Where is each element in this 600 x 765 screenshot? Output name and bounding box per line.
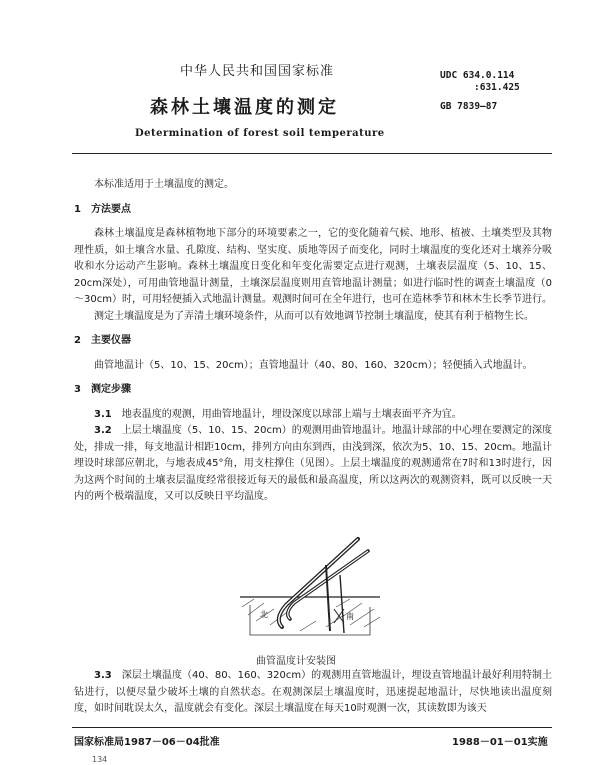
- support-post-2: [340, 575, 344, 633]
- main-body: [74, 177, 552, 506]
- document-title: 森林土壤温度的测定: [150, 97, 339, 118]
- support-post: [326, 565, 330, 631]
- udc-code: [440, 70, 520, 94]
- figure-label-north: 北: [260, 610, 268, 619]
- section-1-paragraph-2: 测定土壤温度是为了弄清土壤环境条件，从而可以有效地调节控制土壤温度，使其有利于植物生长。: [94, 310, 534, 322]
- intro-text: 本标准适用于土壤温度的测定。: [94, 179, 234, 190]
- standard-name: 中华人民共和国国家标准: [180, 64, 335, 79]
- section-1-paragraph-1: 森林土壤温度是森林植物地下部分的环境要素之一，它的变化随着气候、地形、植被、土壤类型及其物理性质，如土壤含水量、孔隙度、结构、坚实度、质地等因子而变化，同时土壤温度的变化还对土壤养分吸收和水分运动产生影响。森林土壤温度日变化和年变化需要定点进行观测，土壤表层温度（5、10、15、20cm深处），可用曲管地温计测量，土壤深层温度则用直管地温计测量；如进行临时性的调查土壤温度（0～30cm）时，可用轻便插入式地温计测量。观测时间可在全年进行，也可在造林季节和林木生长季节进行。: [74, 228, 552, 305]
- section-3-2-text: 上层土壤温度（5、10、15、20cm）的观测用曲管地温计。地温计球部的中心埋在要测定的深度处，排成一排，每支地温计相距10cm，排列方向由东到西，由浅到深，依次为5、10、15、20cm。地温计埋设时球部应朝北，与地表成45°角，用支柱撑住（见图）。上层土壤温度的观测通常在7时和13时进行，因为这两个时间的土壤表层温度经常很接近每天的最低和最高温度，所以这两次的观测资料，既可以反映一天内的两个极端温度，又可以反映日平均温度。: [74, 425, 553, 502]
- figure-caption: 曲管温度计安装图: [256, 656, 336, 667]
- thermometer-installation-figure: [230, 535, 390, 645]
- header-rule: [72, 153, 552, 154]
- gb-code: GB 7839—87: [440, 101, 498, 112]
- section-1-heading: 1 方法要点: [74, 203, 131, 215]
- section-3-2-number: 3.2: [94, 425, 112, 436]
- effective-date: 1988－01－01实施: [452, 737, 548, 748]
- footer-rule: [72, 727, 552, 728]
- approval-date: 国家标准局1987－06－04批准: [74, 737, 220, 748]
- figure-label-south: 南: [346, 612, 354, 621]
- section-3-1: [74, 407, 552, 424]
- section-3-1-number: 3.1: [94, 408, 112, 420]
- english-title: Determination of forest soil temperature: [135, 128, 385, 139]
- section-2-heading: 2 主要仪器: [74, 335, 131, 346]
- udc-line-1: UDC 634.0.114: [440, 70, 515, 81]
- section-3-3-block: [74, 668, 552, 718]
- section-2-paragraph: 曲管地温计（5、10、15、20cm）；直管地温计（40、80、160、320cm）；轻便插入式地温计。: [94, 359, 533, 371]
- section-3-3-number: 3.3: [94, 670, 112, 681]
- section-3-3-text: 深层土壤温度（40、80、160、320cm）的观测用直管地温计，埋设直管地温计最好利用特制土钻进行，以便尽量少破坏土壤的自然状态。在观测深层土壤温度时，迅速提起地温计，尽快地读出温度刻度，如时间耽误太久，温度就会有变化。深层土壤温度在每天10时观测一次，其读数即为该天: [74, 670, 552, 714]
- page-number: 134: [92, 755, 108, 764]
- section-3-heading: 3 测定步骤: [74, 384, 131, 395]
- section-3-3: [74, 668, 552, 718]
- section-3-1-text: 地表温度的观测，用曲管地温计，埋设深度以球部上端与土壤表面平齐为宜。: [121, 408, 462, 420]
- section-3-2: [74, 423, 552, 506]
- udc-line-2: :631.425: [474, 82, 520, 93]
